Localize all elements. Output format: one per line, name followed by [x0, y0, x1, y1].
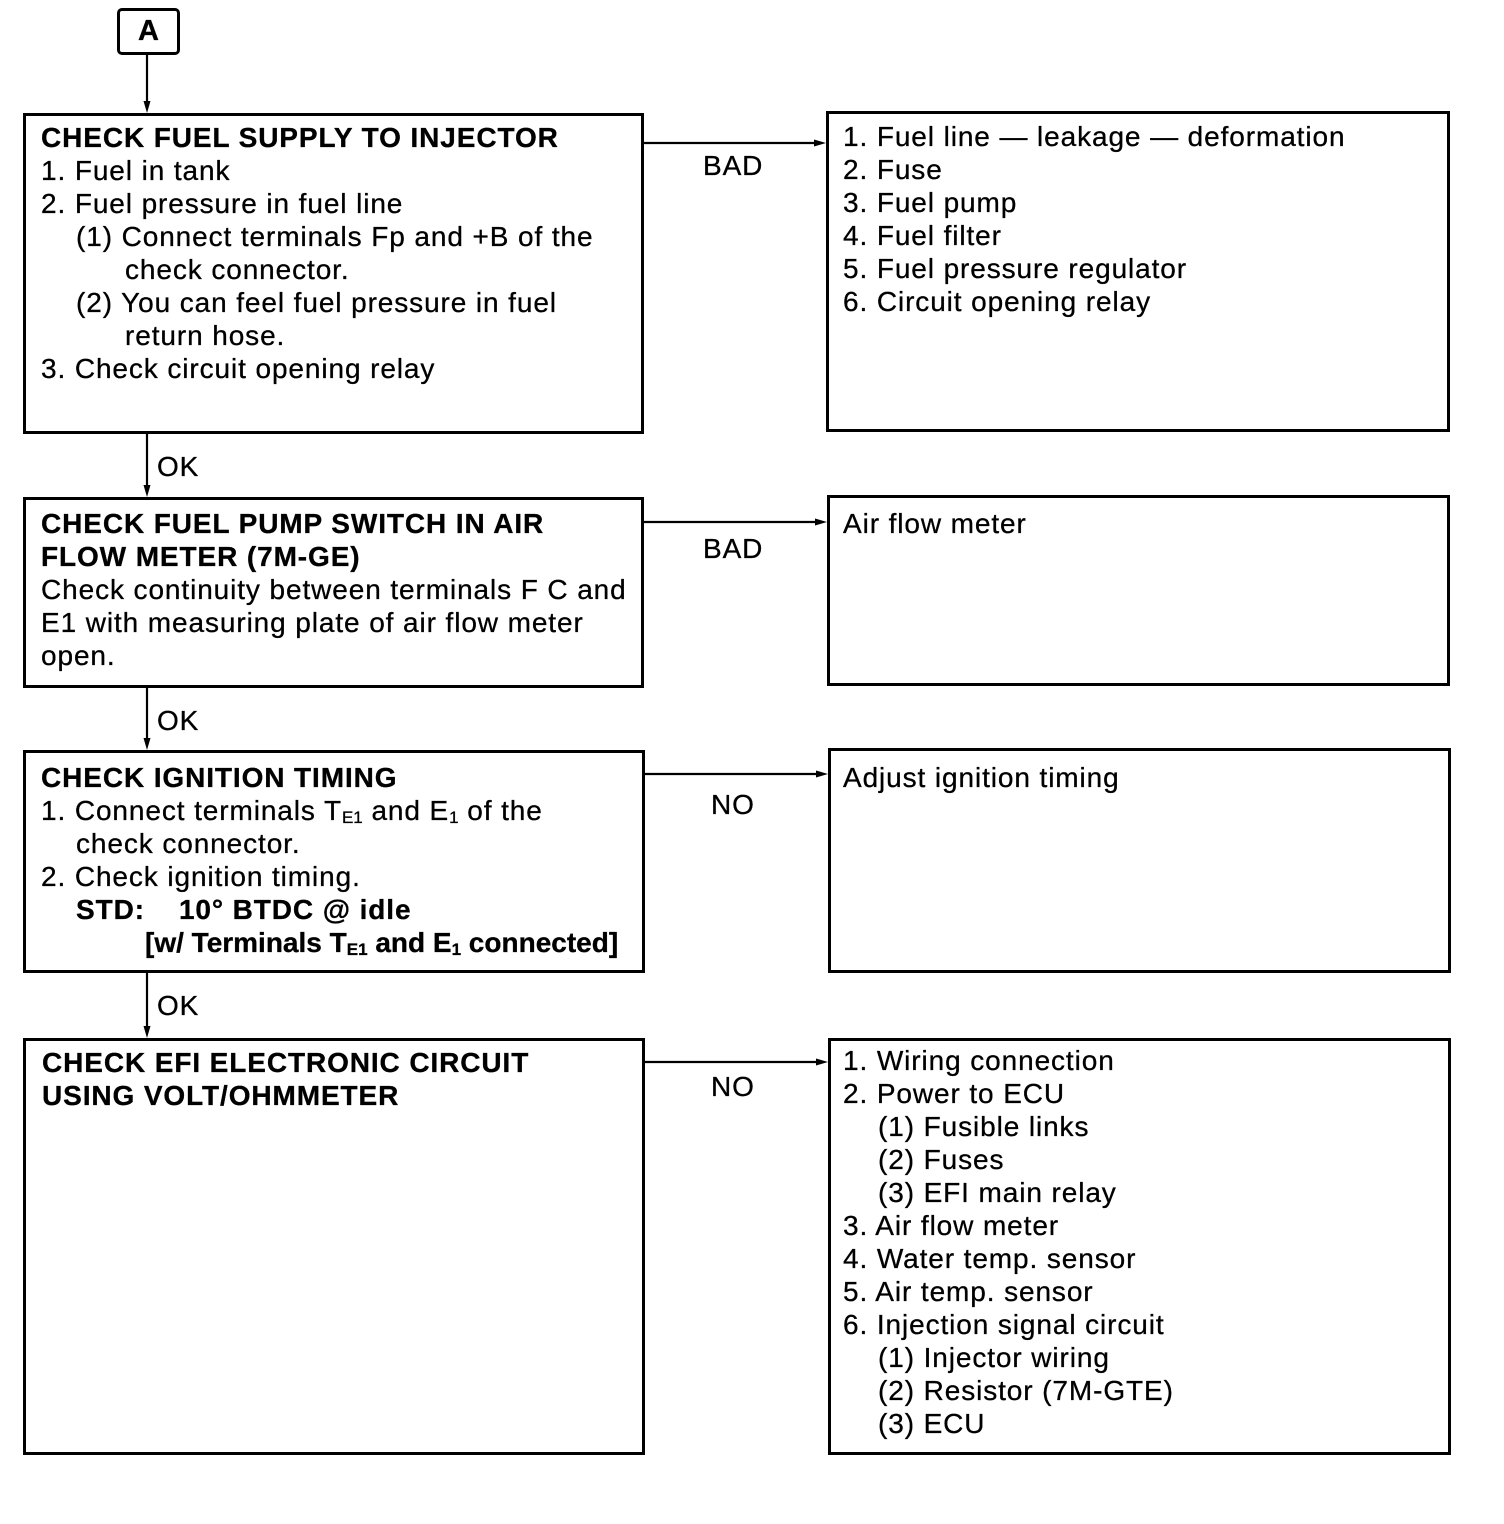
- result-line: Adjust ignition timing: [843, 762, 1120, 793]
- result-line: 4. Fuel filter: [843, 220, 1002, 251]
- step-line: Check continuity between terminals F C and: [41, 574, 627, 605]
- result-line: (2) Fuses: [878, 1144, 1005, 1175]
- subscript: 1: [449, 808, 459, 827]
- step-line: open.: [41, 640, 116, 671]
- result-line: 1. Wiring connection: [843, 1045, 1115, 1076]
- step-line: return hose.: [125, 320, 286, 351]
- result-box-fuel-supply: [826, 111, 1450, 432]
- step-line: 3. Check circuit opening relay: [41, 353, 436, 384]
- step-title: USING VOLT/OHMMETER: [42, 1080, 400, 1111]
- result-line: 5. Fuel pressure regulator: [843, 253, 1188, 284]
- result-line: 2. Fuse: [843, 154, 943, 185]
- arrowhead-down: [144, 738, 151, 750]
- result-line: (3) ECU: [878, 1408, 986, 1439]
- arrowhead-right: [814, 140, 826, 147]
- arrowhead-down: [144, 101, 151, 113]
- step-title: FLOW METER (7M-GE): [41, 541, 361, 572]
- line-text: and E: [362, 795, 450, 826]
- step-box-fuel-supply: [23, 113, 644, 434]
- step-line: [41, 794, 642, 827]
- std-condition-line: [41, 926, 642, 959]
- branch-label-no: NO: [711, 789, 755, 820]
- result-box-fuel-pump-switch: [827, 495, 1450, 686]
- arrowhead-right: [816, 771, 828, 778]
- subscript: E1: [346, 940, 368, 959]
- result-line: 6. Circuit opening relay: [843, 286, 1151, 317]
- std-label: STD:: [76, 894, 145, 925]
- std-spec-line: [41, 893, 642, 926]
- line-text: connected]: [461, 927, 619, 958]
- step-line: (1) Connect terminals Fp and +B of the: [76, 221, 594, 252]
- connector-label: A: [138, 15, 159, 47]
- arrowhead-down: [144, 1026, 151, 1038]
- line-text: 1. Connect terminals T: [41, 795, 342, 826]
- step-line: 2. Fuel pressure in fuel line: [41, 188, 404, 219]
- line-text: of the: [458, 795, 543, 826]
- result-line: (1) Injector wiring: [878, 1342, 1110, 1373]
- line-text: [w/ Terminals T: [145, 927, 347, 958]
- step-line: (2) You can feel fuel pressure in fuel: [76, 287, 557, 318]
- arrowhead-right: [815, 519, 827, 526]
- step-title: CHECK EFI ELECTRONIC CIRCUIT: [42, 1047, 530, 1078]
- line-text: and E: [367, 927, 452, 958]
- result-line: 5. Air temp. sensor: [843, 1276, 1094, 1307]
- result-box-ignition-timing: [828, 748, 1451, 973]
- result-line: 6. Injection signal circuit: [843, 1309, 1165, 1340]
- step-title: CHECK FUEL SUPPLY TO INJECTOR: [41, 122, 559, 153]
- result-box-efi-circuit: [828, 1038, 1451, 1455]
- branch-label-ok: OK: [157, 990, 200, 1021]
- subscript: E1: [341, 808, 363, 827]
- result-line: 1. Fuel line — leakage — deformation: [843, 121, 1346, 152]
- step-box-efi-circuit: [23, 1038, 645, 1455]
- step-box-fuel-pump-switch: [23, 497, 644, 688]
- branch-label-ok: OK: [157, 451, 200, 482]
- step-box-ignition-timing: [23, 750, 645, 973]
- subscript: 1: [451, 940, 462, 959]
- result-line: (2) Resistor (7M-GTE): [878, 1375, 1174, 1406]
- arrowhead-down: [144, 485, 151, 497]
- result-line: 3. Fuel pump: [843, 187, 1018, 218]
- step-line: check connector.: [125, 254, 350, 285]
- result-line: 3. Air flow meter: [843, 1210, 1060, 1241]
- result-line: (1) Fusible links: [878, 1111, 1090, 1142]
- result-line: 4. Water temp. sensor: [843, 1243, 1137, 1274]
- step-title: CHECK IGNITION TIMING: [41, 762, 398, 793]
- step-line: E1 with measuring plate of air flow meter: [41, 607, 584, 638]
- connector-a: [117, 8, 180, 55]
- step-line: 2. Check ignition timing.: [41, 861, 361, 892]
- branch-label-no: NO: [711, 1071, 755, 1102]
- branch-label-ok: OK: [157, 705, 200, 736]
- result-line: (3) EFI main relay: [878, 1177, 1117, 1208]
- step-line: 1. Fuel in tank: [41, 155, 231, 186]
- arrowhead-right: [816, 1059, 828, 1066]
- std-value: 10° BTDC @ idle: [178, 894, 412, 925]
- result-line: Air flow meter: [843, 508, 1027, 539]
- branch-label-bad: BAD: [703, 150, 764, 181]
- step-title: CHECK FUEL PUMP SWITCH IN AIR: [41, 508, 545, 539]
- result-line: 2. Power to ECU: [843, 1078, 1066, 1109]
- step-line: check connector.: [76, 828, 301, 859]
- branch-label-bad: BAD: [703, 533, 764, 564]
